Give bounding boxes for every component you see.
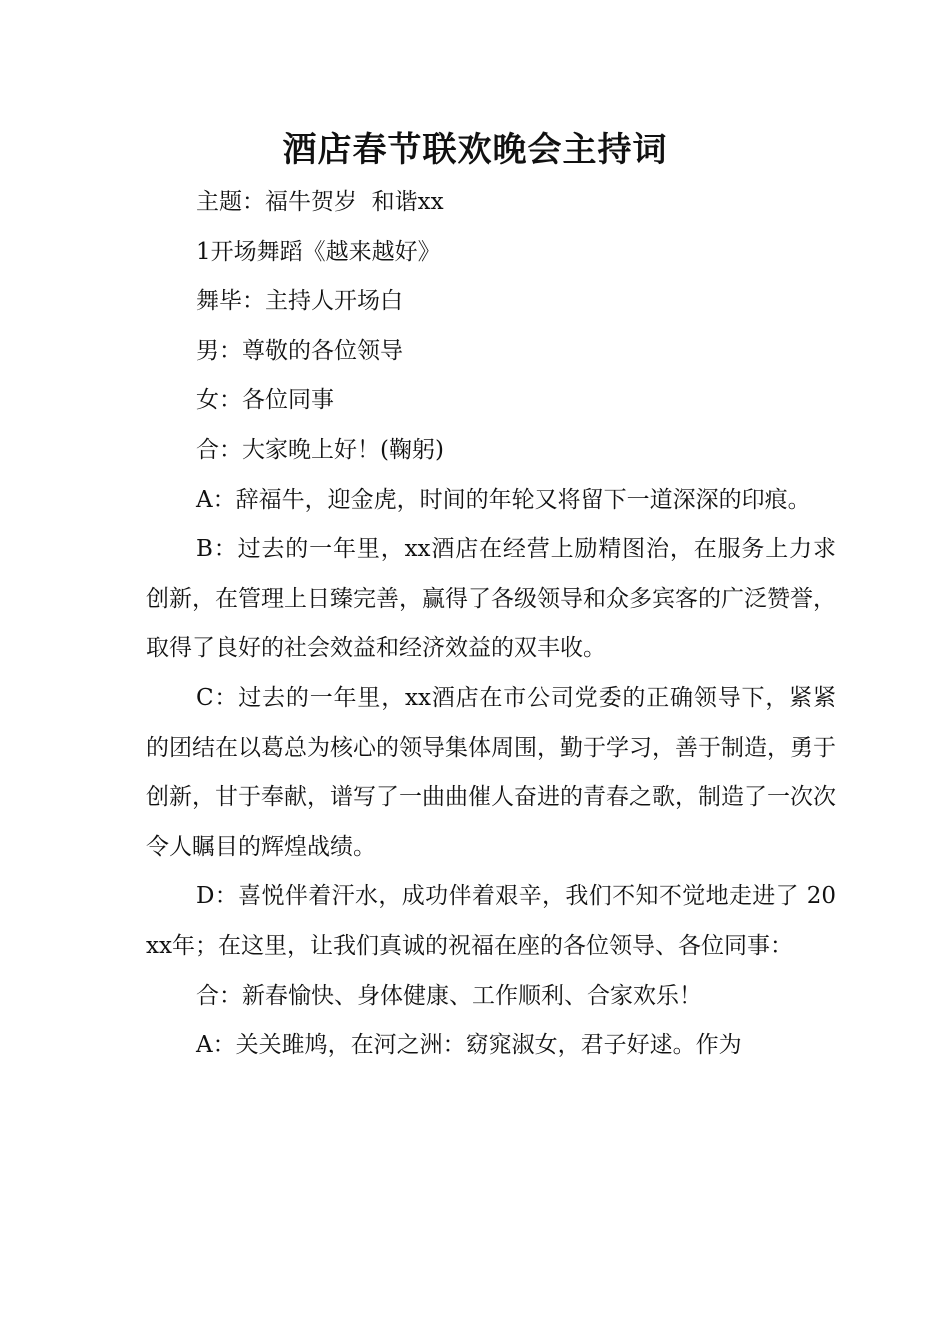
paragraph-theme: 主题：福牛贺岁 和谐xx [196,189,444,215]
paragraph-opening-dance: 1开场舞蹈《越来越好》 [196,238,441,265]
paragraph-host-a-poem: A：关关雎鸠，在河之洲：窈窕淑女，君子好逑。作为 [196,1032,742,1059]
paragraph-host-d: D：喜悦伴着汗水，成功伴着艰辛，我们不知不觉地走进了 20xx年；在这里，让我们真诚的祝福在座的各位领导、各位同事： [146,883,836,959]
document-body [146,178,836,1071]
paragraph-host-a: A：辞福牛，迎金虎，时间的年轮又将留下一道深深的印痕。 [196,486,811,513]
paragraph-together-wishes: 合：新春愉快、身体健康、工作顺利、合家欢乐！ [196,982,702,1009]
paragraph-male-host: 男：尊敬的各位领导 [196,337,403,364]
paragraph-together-greeting: 合：大家晚上好！(鞠躬) [196,436,444,463]
paragraph-female-host: 女：各位同事 [196,387,334,414]
paragraph-host-c: C：过去的一年里，xx酒店在市公司党委的正确领导下，紧紧的团结在以葛总为核心的领导集体周围，勤于学习，善于制造，勇于创新，甘于奉献，谱写了一曲曲催人奋进的青春之歌，制造了一次次令人瞩目的辉煌战绩。 [146,684,836,860]
document-title: 酒店春节联欢晚会主持词 [282,130,668,170]
paragraph-host-opening: 舞毕：主持人开场白 [196,288,403,315]
paragraph-host-b: B：过去的一年里，xx酒店在经营上励精图治，在服务上力求创新，在管理上日臻完善，赢得了各级领导和众多宾客的广泛赞誉，取得了良好的社会效益和经济效益的双丰收。 [146,536,836,662]
